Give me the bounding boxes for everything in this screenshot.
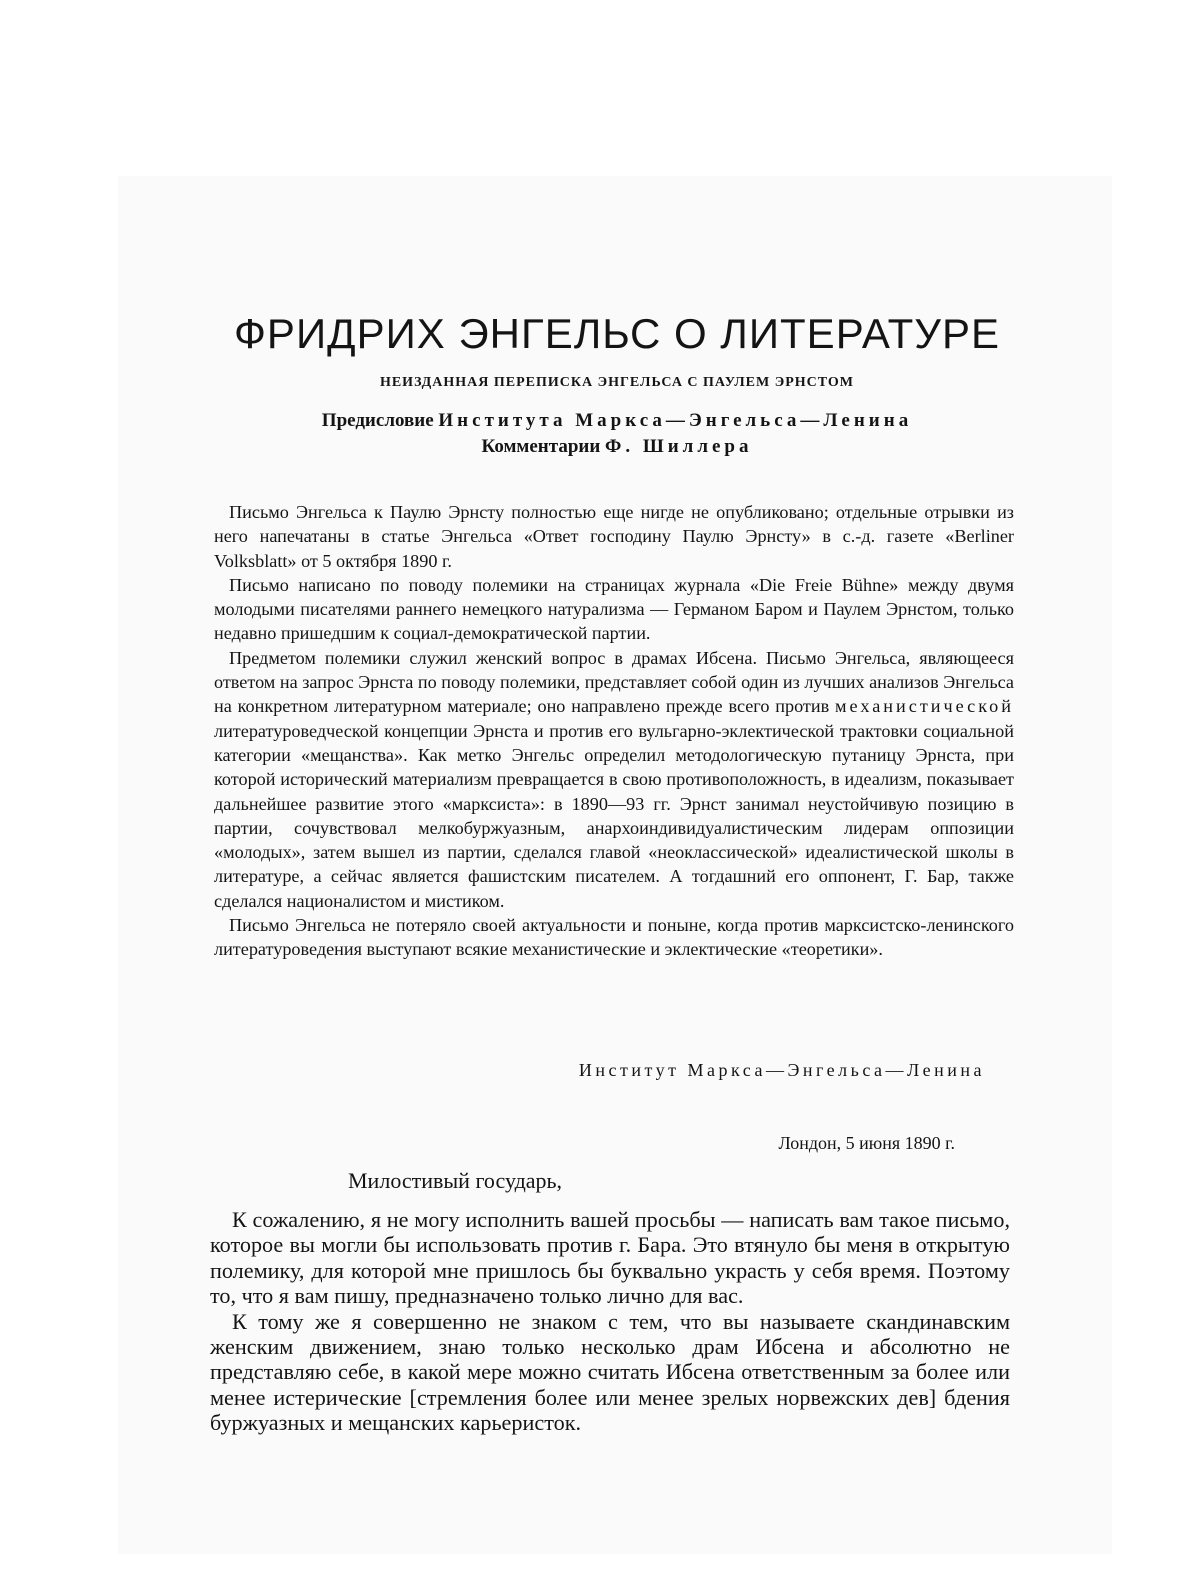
letter-salutation: Милостивый государь, <box>348 1168 563 1193</box>
preface-paragraph: Письмо Энгельса не потеряло своей актуальности и поныне, когда против марксистско-ленинского литературоведения выступают всякие механистические и эклектические «теоретики». <box>214 915 1014 960</box>
emphasized-word: механистической <box>835 696 1014 717</box>
letter-date: Лондон, 5 июня 1890 г. <box>778 1133 955 1153</box>
letter-paragraph: К сожалению, я не могу исполнить вашей просьбы — написать вам такое письмо, которое вы могли бы использовать против г. Бара. Это втянуло бы меня в открытую полемику, для которой мне пришлось бы буквально украсть у себя время. Поэтому то, что я вам пишу, предназначено только лично для вас. <box>210 1207 1010 1309</box>
page-subtitle: НЕИЗДАННАЯ ПЕРЕПИСКА ЭНГЕЛЬСА С ПАУЛЕМ ЭРНСТОМ <box>379 375 855 390</box>
preface-paragraph-part: литературоведческой концепции Эрнста и против его вульгарно-эклектической трактовки социальной категории «мещанства». Как метко Энгельс определил методологическую путаницу Эрнста, при которой исторический материализм превращается в свою противоположность, в идеализм, показывает дальнейшее развитие этого «марксиста»: в 1890—93 гг. Эрнст занимал неустойчивую позицию в партии, сочувствовал мелкобуржуазным, анархоиндивидуалистическим лидерам оппозиции «молодых», затем вышел из партии, сделался главой «неоклассической» идеалистической школы в литературе, а сейчас является фашистским писателем. А тогдашний его оппонент, Г. Бар, также сделался националистом и мистиком. <box>214 720 1014 911</box>
page-title: ФРИДРИХ ЭНГЕЛЬС О ЛИТЕРАТУРЕ <box>234 310 1000 357</box>
preface-line <box>200 408 1034 434</box>
credits-block <box>200 408 1034 460</box>
preface-label: Предисловие <box>321 410 434 431</box>
letter-paragraph: К тому же я совершенно не знаком с тем, что вы называете скандинавским женским движением, знаю только несколько драм Ибсена и абсолютно не представляю себе, в какой мере можно считать Ибсена ответственным за более или менее истерические [стремления более или менее зрелых норвежских дев] бдения буржуазных и мещанских карьеристок. <box>210 1308 1010 1436</box>
comments-author: Ф. Шиллера <box>605 436 753 457</box>
preface-text <box>214 500 1014 962</box>
preface-paragraph: Письмо Энгельса к Паулю Эрнсту полностью еще нигде не опубликовано; отдельные отрывки из него напечатаны в статье Энгельса «Ответ господину Паулю Эрнсту» в с.-д. газете «Berliner Volksblatt» от 5 октября 1890 г. <box>214 502 1014 571</box>
comments-line <box>200 434 1034 460</box>
preface-paragraph <box>214 646 1014 913</box>
preface-paragraph: Письмо написано по поводу полемики на страницах журнала «Die Freie Bühne» между двумя молодыми писателями раннего немецкого натурализма — Германом Баром и Паулем Эрнстом, только недавно пришедшим к социал-демократической партии. <box>214 574 1014 644</box>
comments-label: Комментарии <box>481 436 601 457</box>
letter-body <box>210 1207 1010 1436</box>
preface-signature: Институт Маркса—Энгельса—Ленина <box>578 1060 985 1080</box>
preface-author: Института Маркса—Энгельса—Ленина <box>438 410 913 431</box>
preface-paragraph-part: Предметом полемики служил женский вопрос в драмах Ибсена. Письмо Энгельса, являющееся ответом на запрос Эрнста по поводу полемики, представляет собой один из лучших анализов Энгельса на конкретном литературном материале; оно направлено прежде всего против <box>214 647 1014 717</box>
